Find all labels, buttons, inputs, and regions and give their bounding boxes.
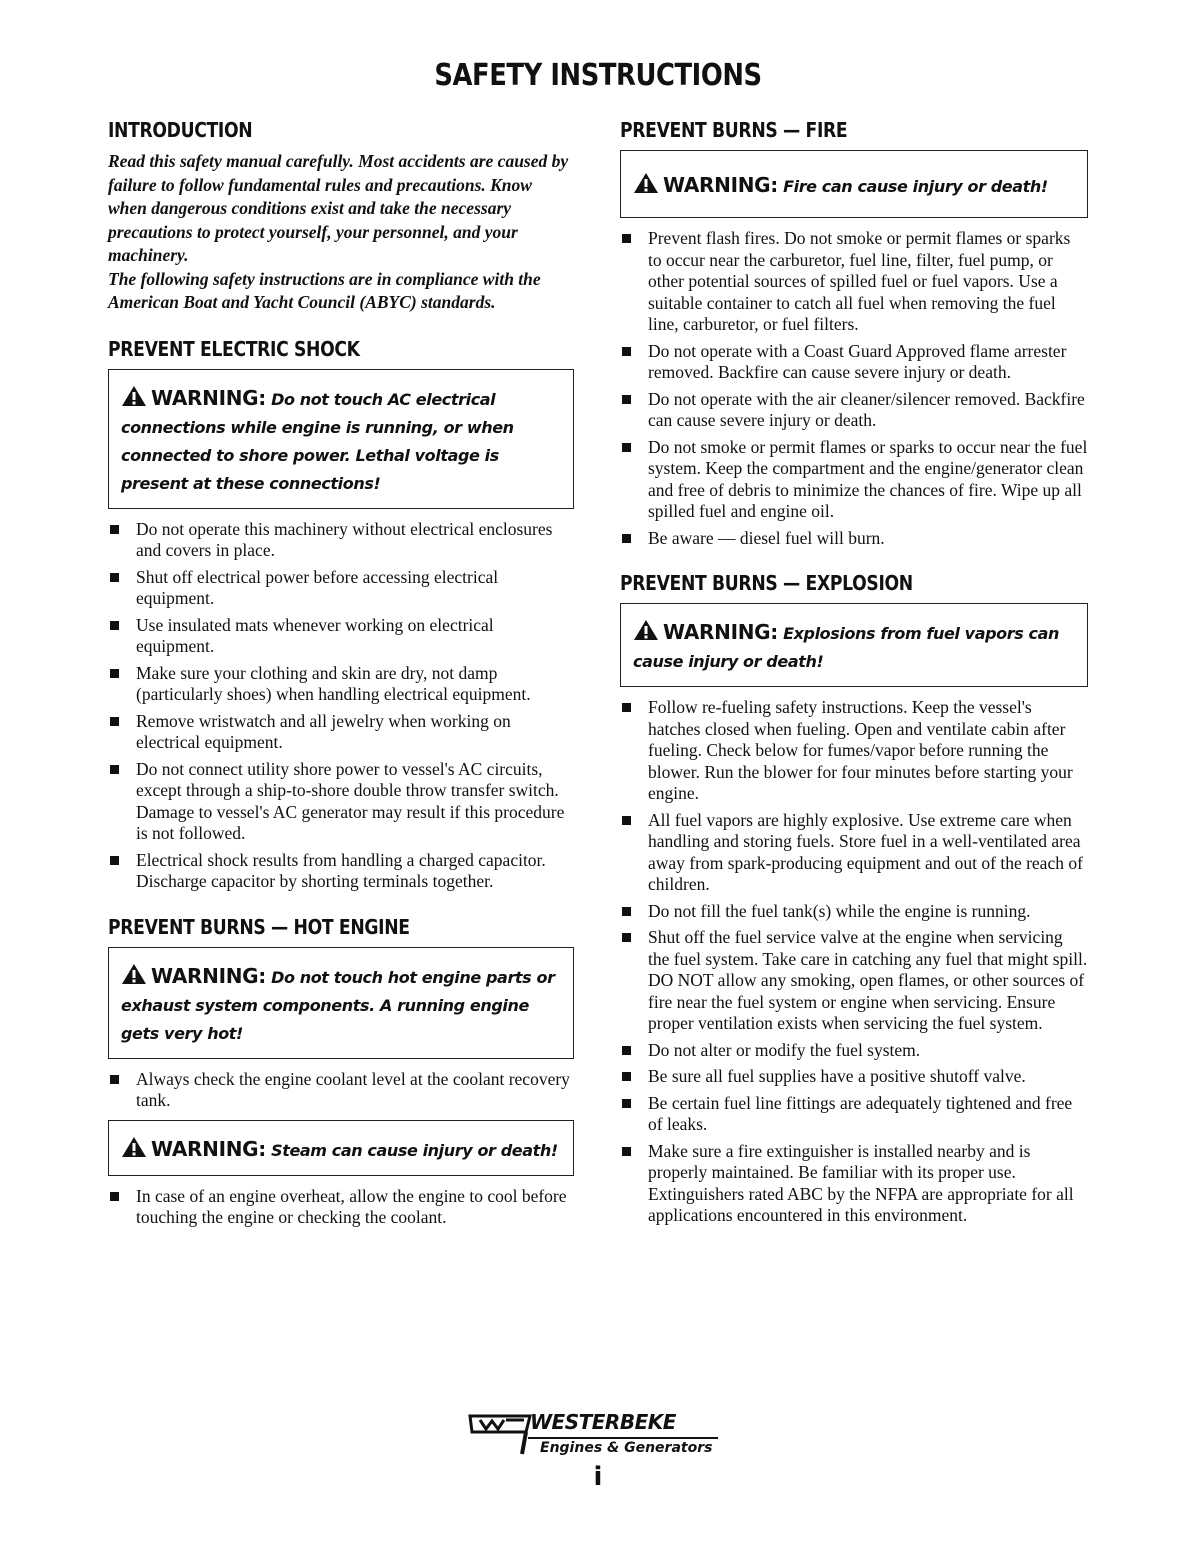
warning-label: WARNING: bbox=[151, 1136, 266, 1161]
list-item: In case of an engine overheat, allow the engine to cool before touching the engine or checking the coolant. bbox=[108, 1186, 574, 1229]
list-item: Make sure your clothing and skin are dry, not damp (particularly shoes) when handling electrical equipment. bbox=[108, 663, 574, 706]
right-column bbox=[620, 118, 1088, 1249]
list-item: Be certain fuel line fittings are adequately tightened and free of leaks. bbox=[620, 1093, 1088, 1136]
electric-shock-list bbox=[108, 519, 574, 893]
bullet-square-icon bbox=[110, 1075, 119, 1084]
list-item: Do not operate this machinery without electrical enclosures and covers in place. bbox=[108, 519, 574, 562]
list-item: Use insulated mats whenever working on electrical equipment. bbox=[108, 615, 574, 658]
steam-list bbox=[108, 1186, 574, 1229]
explosion-section bbox=[620, 571, 1088, 1227]
hot-engine-heading: PREVENT BURNS — HOT ENGINE bbox=[108, 914, 410, 939]
list-item: Shut off the fuel service valve at the engine when servicing the fuel system. Take care in catching any fuel that might spill. DO NOT allow any smoking, open flames, or other sources of fire near the fuel system or engine when servicing. Ensure proper ventilation exists when servicing the fuel system. bbox=[620, 927, 1088, 1035]
introduction-paragraph: Read this safety manual carefully. Most accidents are caused by failure to follow fundamental rules and precautions. Know when dangerous conditions exist and take the necessary precautions to protect yourself, your personnel, and your machinery. bbox=[108, 151, 569, 265]
bullet-square-icon bbox=[622, 907, 631, 916]
bullet-square-icon bbox=[622, 1147, 631, 1156]
bullet-square-icon bbox=[110, 856, 119, 865]
introduction-section bbox=[108, 118, 574, 315]
warning-triangle-icon bbox=[121, 1136, 147, 1158]
list-item: Follow re-fueling safety instructions. Keep the vessel's hatches closed when fueling. Open and ventilate cabin after fueling. Check below for fumes/vapor before running the blower. Run the blower for four minutes before starting your engine. bbox=[620, 697, 1088, 805]
explosion-heading: PREVENT BURNS — EXPLOSION bbox=[620, 571, 913, 595]
page-title: SAFETY INSTRUCTIONS bbox=[434, 58, 762, 93]
warning-label: WARNING: bbox=[151, 963, 266, 988]
brand-name: WESTERBEKE bbox=[530, 1410, 676, 1434]
bullet-square-icon bbox=[622, 534, 631, 543]
bullet-square-icon bbox=[110, 573, 119, 582]
warning-triangle-icon bbox=[121, 385, 147, 407]
list-item: Do not operate with a Coast Guard Approved flame arrester removed. Backfire can cause severe injury or death. bbox=[620, 341, 1088, 384]
list-item: All fuel vapors are highly explosive. Use extreme care when handling and storing fuels. Store fuel in a well-ventilated area away from spark-producing equipment and out of the reach of children. bbox=[620, 810, 1088, 896]
bullet-square-icon bbox=[622, 395, 631, 404]
bullet-square-icon bbox=[622, 347, 631, 356]
list-item: Do not fill the fuel tank(s) while the engine is running. bbox=[620, 901, 1088, 923]
left-column bbox=[108, 118, 574, 1251]
warning-label: WARNING: bbox=[151, 385, 266, 410]
electric-warning-box bbox=[108, 369, 574, 509]
bullet-square-icon bbox=[110, 717, 119, 726]
bullet-square-icon bbox=[622, 1099, 631, 1108]
bullet-square-icon bbox=[622, 1072, 631, 1081]
bullet-square-icon bbox=[622, 1046, 631, 1055]
page-number: i bbox=[593, 1462, 603, 1492]
electric-shock-section bbox=[108, 337, 574, 893]
bullet-square-icon bbox=[110, 1192, 119, 1201]
warning-text: Do not touch AC electrical connections while engine is running, or when connected to shore power. Lethal voltage is present at these connections! bbox=[121, 389, 514, 493]
bullet-square-icon bbox=[622, 703, 631, 712]
list-item: Electrical shock results from handling a charged capacitor. Discharge capacitor by shorting terminals together. bbox=[108, 850, 574, 893]
list-item: Prevent flash fires. Do not smoke or permit flames or sparks to occur near the carburetor, fuel line, filter, fuel pump, or other potential sources of spilled fuel or fuel vapors. Use a suitable container to catch all fuel when removing the fuel line, carburetor, or fuel filters. bbox=[620, 228, 1088, 336]
logo-underline bbox=[528, 1437, 718, 1439]
warning-label: WARNING: bbox=[663, 173, 778, 197]
introduction-heading: INTRODUCTION bbox=[108, 118, 253, 142]
electric-shock-heading: PREVENT ELECTRIC SHOCK bbox=[108, 336, 360, 361]
westerbeke-logo bbox=[466, 1410, 726, 1470]
fire-list bbox=[620, 228, 1088, 549]
bullet-square-icon bbox=[622, 443, 631, 452]
list-item: Remove wristwatch and all jewelry when working on electrical equipment. bbox=[108, 711, 574, 754]
hot-engine-list bbox=[108, 1069, 574, 1112]
bullet-square-icon bbox=[622, 933, 631, 942]
fire-warning-box bbox=[620, 150, 1088, 218]
fire-heading: PREVENT BURNS — FIRE bbox=[620, 118, 848, 142]
list-item: Do not operate with the air cleaner/silencer removed. Backfire can cause severe injury or death. bbox=[620, 389, 1088, 432]
warning-triangle-icon bbox=[633, 172, 659, 194]
hot-engine-warning-box bbox=[108, 947, 574, 1059]
warning-text: Do not touch hot engine parts or exhaust system components. A running engine gets very hot! bbox=[121, 967, 555, 1043]
warning-label: WARNING: bbox=[663, 620, 778, 644]
hot-engine-section bbox=[108, 915, 574, 1229]
bullet-square-icon bbox=[110, 525, 119, 534]
warning-triangle-icon bbox=[633, 619, 659, 641]
abyc-compliance-paragraph: The following safety instructions are in compliance with the American Boat and Yacht Council (ABYC) standards. bbox=[108, 268, 541, 312]
bullet-square-icon bbox=[622, 234, 631, 243]
bullet-square-icon bbox=[110, 765, 119, 774]
warning-text: Fire can cause injury or death! bbox=[783, 177, 1048, 196]
list-item: Do not connect utility shore power to vessel's AC circuits, except through a ship-to-shore double throw transfer switch. Damage to vessel's AC generator may result if this procedure is not followed. bbox=[108, 759, 574, 845]
bullet-square-icon bbox=[110, 669, 119, 678]
explosion-list bbox=[620, 697, 1088, 1227]
warning-triangle-icon bbox=[121, 963, 147, 985]
westerbeke-mark-icon bbox=[466, 1410, 536, 1460]
list-item: Shut off electrical power before accessing electrical equipment. bbox=[108, 567, 574, 610]
brand-tagline: Engines & Generators bbox=[540, 1440, 713, 1456]
list-item: Be aware — diesel fuel will burn. bbox=[620, 528, 1088, 550]
bullet-square-icon bbox=[622, 816, 631, 825]
list-item: Always check the engine coolant level at the coolant recovery tank. bbox=[108, 1069, 574, 1112]
list-item: Do not smoke or permit flames or sparks to occur near the fuel system. Keep the compartment and the engine/generator clean and free of debris to minimize the chances of fire. Wipe up all spilled fuel and engine oil. bbox=[620, 437, 1088, 523]
list-item: Be sure all fuel supplies have a positive shutoff valve. bbox=[620, 1066, 1088, 1088]
list-item: Do not alter or modify the fuel system. bbox=[620, 1040, 1088, 1062]
fire-section bbox=[620, 118, 1088, 549]
explosion-warning-box bbox=[620, 603, 1088, 687]
list-item: Make sure a fire extinguisher is installed nearby and is properly maintained. Be familiar with its proper use. Extinguishers rated ABC by the NFPA are appropriate for all applications encountered in this environment. bbox=[620, 1141, 1088, 1227]
steam-warning-box bbox=[108, 1120, 574, 1176]
bullet-square-icon bbox=[110, 621, 119, 630]
warning-text: Explosions from fuel vapors can cause injury or death! bbox=[633, 624, 1060, 671]
warning-text: Steam can cause injury or death! bbox=[271, 1140, 558, 1160]
